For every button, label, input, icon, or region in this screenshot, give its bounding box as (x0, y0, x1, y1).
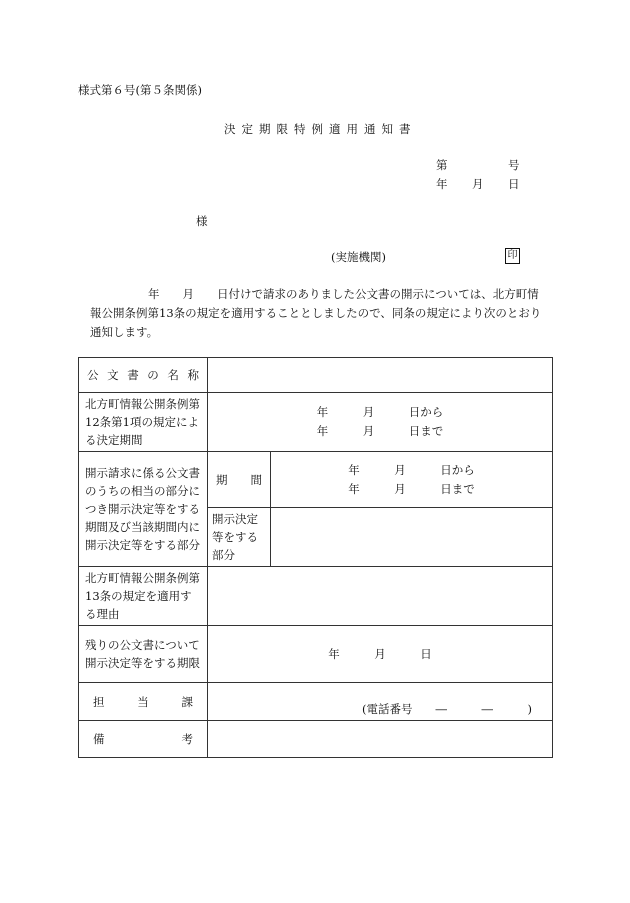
department-value[interactable] (208, 683, 553, 721)
addressee-suffix: 様 (196, 214, 208, 228)
document-name-label (79, 358, 208, 393)
doc-number-suffix: 号 (508, 158, 520, 172)
phone-number-placeholder: (電話番号 ― ― ) (362, 702, 532, 716)
notice-table (78, 357, 553, 758)
partial-period-from: 年 月 日から (348, 462, 475, 477)
date-year: 年 (436, 177, 448, 191)
table-row (79, 683, 553, 721)
intro-line-1: 年 月 日付けで請求のありました公文書の開示については、北方町情 (148, 287, 539, 301)
remaining-deadline-date: 年 月 日 (328, 647, 432, 661)
remarks-value[interactable] (208, 721, 553, 758)
table-row (79, 393, 553, 452)
remarks-label (79, 721, 208, 758)
partial-part-value[interactable] (271, 508, 553, 567)
intro-line-2: 報公開条例第13条の規定を適用することとしましたので、同条の規定により次のとおり (90, 306, 542, 320)
decision-period-label: 北方町情報公開条例第12条第1項の規定による決定期間 (79, 393, 208, 452)
table-row (79, 452, 553, 508)
period-sublabel: 期 間 (208, 452, 271, 508)
date-day: 日 (508, 177, 520, 191)
form-number: 様式第６号(第５条関係) (78, 83, 202, 97)
intro-paragraph (90, 285, 552, 342)
remarks-label-text: 備 考 (93, 732, 193, 746)
partial-decision-label: 開示請求に係る公文書のうちの相当の部分につき開示決定等をする期間及び当該期間内に開示決定等をする部分 (79, 452, 208, 567)
department-label-text: 担 当 課 (93, 694, 193, 709)
reason-value[interactable] (208, 567, 553, 626)
document-name-label-text: 公 文 書 の 名 称 (87, 368, 199, 382)
table-row (79, 721, 553, 758)
remaining-deadline-label: 残りの公文書について開示決定等をする期限 (79, 626, 208, 683)
remaining-deadline-value[interactable] (208, 626, 553, 683)
table-row (79, 567, 553, 626)
table-row (79, 358, 553, 393)
department-label (79, 683, 208, 721)
decision-period-value[interactable] (208, 393, 553, 452)
date-month: 月 (472, 177, 484, 191)
table-row (79, 626, 553, 683)
agency-label: (実施機関) (331, 250, 386, 264)
doc-number-prefix: 第 (436, 158, 448, 172)
intro-line-3: 通知します。 (90, 325, 159, 339)
decision-period-to: 年 月 日まで (316, 424, 444, 438)
document-name-value[interactable] (208, 358, 553, 393)
partial-period-value[interactable] (271, 452, 553, 508)
reason-label: 北方町情報公開条例第13条の規定を適用する理由 (79, 567, 208, 626)
seal-mark: 印 (505, 248, 520, 264)
document-title: 決定期限特例適用通知書 (224, 122, 417, 136)
partial-period-to: 年 月 日まで (348, 481, 475, 496)
partial-part-sublabel: 開示決定等をする部分 (208, 508, 271, 567)
decision-period-from: 年 月 日から (316, 405, 444, 419)
